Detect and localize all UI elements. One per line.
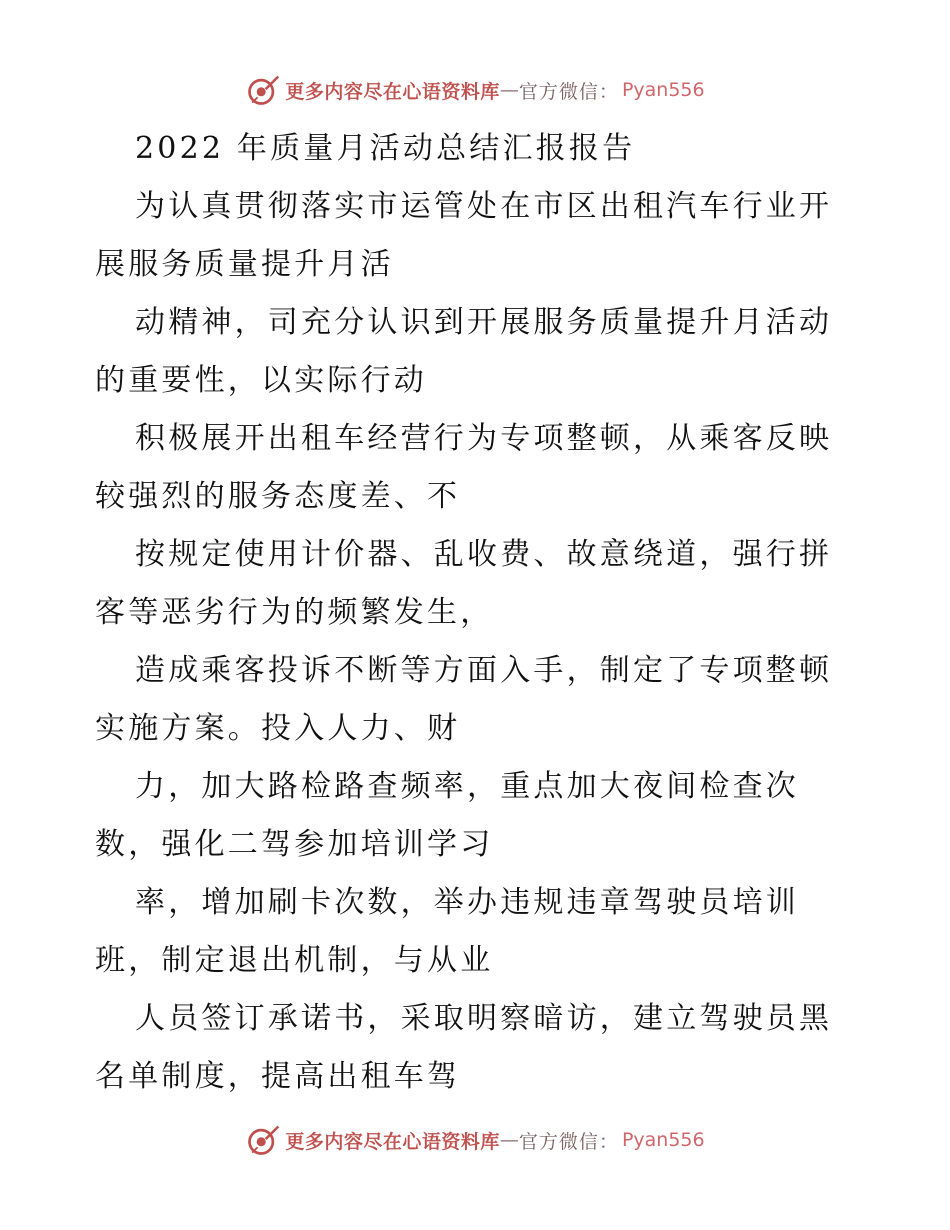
document-line: 的重要性，以实际行动 xyxy=(95,363,427,398)
document-line: 力，加大路检路查频率，重点加大夜间检查次 xyxy=(135,769,799,804)
watermark-site-text: 更多内容尽在心语资料库 xyxy=(285,80,500,103)
watermark-colon: ： xyxy=(598,1130,618,1153)
watermark-dash: — xyxy=(499,79,519,101)
document-line: 积极展开出租车经营行为专项整顿，从乘客反映 xyxy=(135,421,833,456)
document-line: 实施方案。投入人力、财 xyxy=(95,711,461,746)
watermark-wechat-label: 官方微信 xyxy=(518,80,599,103)
document-line: 动精神，司充分认识到开展服务质量提升月活动 xyxy=(135,305,833,340)
pen-logo-icon xyxy=(245,72,281,108)
document-line: 按规定使用计价器、乱收费、故意绕道，强行拼 xyxy=(135,537,833,572)
document-line: 展服务质量提升月活 xyxy=(95,247,394,282)
watermark-site-text: 更多内容尽在心语资料库 xyxy=(285,1130,500,1153)
document-line: 名单制度，提高出租车驾 xyxy=(95,1059,461,1094)
document-line: 客等恶劣行为的频繁发生， xyxy=(95,595,494,630)
watermark-wechat-id: Pyan556 xyxy=(621,1129,705,1151)
document-line: 班，制定退出机制，与从业 xyxy=(95,943,494,978)
document-line: 为认真贯彻落实市运管处在市区出租汽车行业开 xyxy=(135,189,833,224)
document-title: 2022 年质量月活动总结汇报报告 xyxy=(135,131,636,166)
watermark-wechat-label: 官方微信 xyxy=(518,1130,599,1153)
watermark-dash: — xyxy=(499,1129,519,1151)
watermark-wechat-id: Pyan556 xyxy=(621,79,705,101)
document-line: 造成乘客投诉不断等方面入手，制定了专项整顿 xyxy=(135,653,833,688)
document-line: 较强烈的服务态度差、不 xyxy=(95,479,461,514)
watermark-banner-bottom xyxy=(0,1120,950,1160)
document-line: 人员签订承诺书，采取明察暗访，建立驾驶员黑 xyxy=(135,1001,833,1036)
watermark-colon: ： xyxy=(598,80,618,103)
document-body xyxy=(95,120,855,1106)
watermark-banner-top xyxy=(0,70,950,110)
document-line: 数，强化二驾参加培训学习 xyxy=(95,827,494,862)
document-line: 率，增加刷卡次数，举办违规违章驾驶员培训 xyxy=(135,885,799,920)
pen-logo-icon xyxy=(245,1122,281,1158)
